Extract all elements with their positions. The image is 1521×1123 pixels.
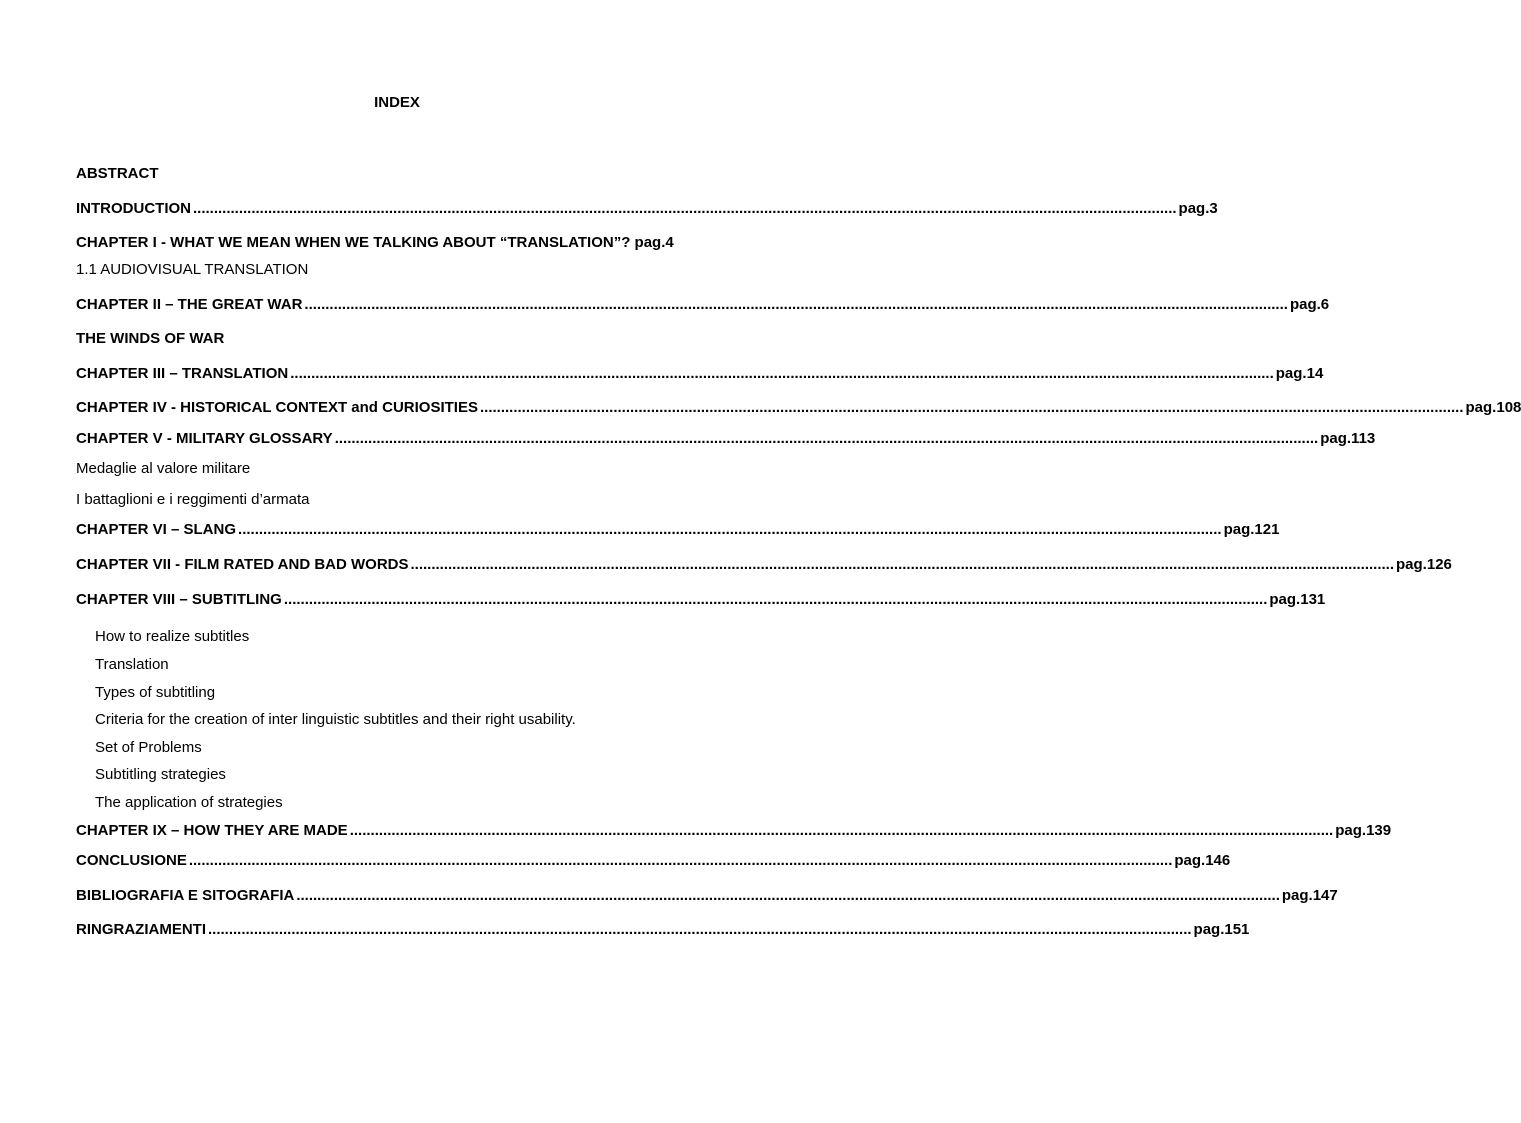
toc-page-number: pag.3 [1178,200,1218,217]
toc-chapter-2 [76,296,1330,314]
toc-sub-item: Subtitling strategies [95,766,226,783]
leader-dots: ............................................................................................................................................................................................................................................ [334,430,1319,447]
toc-chapter-6 [76,521,1280,539]
leader-dots: ............................................................................................................................................................................................................................................ [296,887,1280,904]
toc-chapter-3 [76,365,1324,383]
toc-page-number: pag.147 [1281,887,1338,904]
toc-sub-item: The application of strategies [95,794,283,811]
toc-chapter-9 [76,822,1392,840]
toc-chapter-1: CHAPTER I - WHAT WE MEAN WHEN WE TALKING ABOUT “TRANSLATION”? pag.4 [76,234,674,251]
toc-page-number: pag.113 [1320,430,1376,447]
toc-entry-title: CHAPTER II – THE GREAT WAR [76,296,303,313]
toc-page-number: pag.146 [1174,852,1231,869]
toc-page-number: pag.139 [1335,822,1392,839]
leader-dots: ............................................................................................................................................................................................................................................ [193,200,1177,217]
leader-dots: ............................................................................................................................................................................................................................................ [283,591,1268,608]
toc-entry-title: CHAPTER VI – SLANG [76,521,237,538]
toc-chapter-7 [76,556,1452,574]
toc-page-number: pag.108 [1465,399,1521,416]
toc-chapter-8 [76,591,1326,609]
toc-chapter-5 [76,430,1376,448]
page-title: INDEX [374,94,420,111]
toc-entry-title: CONCLUSIONE [76,852,187,869]
toc-entry-title: CHAPTER VII - FILM RATED AND BAD WORDS [76,556,409,573]
toc-page-number: pag.14 [1275,365,1324,382]
toc-entry-title: INTRODUCTION [76,200,191,217]
toc-page-number: pag.126 [1396,556,1452,573]
toc-page-number: pag.151 [1193,921,1250,938]
toc-sub-item: Types of subtitling [95,684,216,701]
toc-entry-title: RINGRAZIAMENTI [76,921,206,938]
toc-winds-of-war: THE WINDS OF WAR [76,330,225,347]
leader-dots: ............................................................................................................................................................................................................................................ [410,556,1395,573]
toc-entry-title: BIBLIOGRAFIA E SITOGRAFIA [76,887,295,904]
toc-page-number: pag.6 [1289,296,1330,313]
toc-entry-title: CHAPTER III – TRANSLATION [76,365,289,382]
toc-introduction [76,200,1218,218]
toc-page-number: pag.131 [1269,591,1326,608]
leader-dots: ............................................................................................................................................................................................................................................ [188,852,1173,869]
leader-dots: ............................................................................................................................................................................................................................................ [238,521,1222,538]
toc-conclusione [76,852,1231,870]
leader-dots: ............................................................................................................................................................................................................................................ [479,399,1464,416]
toc-entry-title: CHAPTER VIII – SUBTITLING [76,591,282,608]
toc-sub-item: Criteria for the creation of inter linguistic subtitles and their right usability. [95,711,576,728]
toc-entry-title: CHAPTER V - MILITARY GLOSSARY [76,430,333,447]
toc-ringraziamenti [76,921,1250,939]
toc-page-number: pag.121 [1223,521,1280,538]
leader-dots: ............................................................................................................................................................................................................................................ [208,921,1192,938]
leader-dots: ............................................................................................................................................................................................................................................ [304,296,1288,313]
toc-battaglioni: I battaglioni e i reggimenti d’armata [76,491,310,508]
toc-abstract: ABSTRACT [76,165,159,182]
toc-sub-item: How to realize subtitles [95,628,250,645]
leader-dots: ............................................................................................................................................................................................................................................ [290,365,1274,382]
toc-medaglie: Medaglie al valore militare [76,460,251,477]
toc-chapter-4 [76,399,1521,417]
toc-bibliografia [76,887,1338,905]
toc-section-audiovisual: 1.1 AUDIOVISUAL TRANSLATION [76,261,309,278]
toc-entry-title: CHAPTER IV - HISTORICAL CONTEXT and CURIOSITIES [76,399,478,416]
leader-dots: ............................................................................................................................................................................................................................................ [349,822,1334,839]
toc-sub-item: Translation [95,656,169,673]
toc-sub-item: Set of Problems [95,739,202,756]
toc-entry-title: CHAPTER IX – HOW THEY ARE MADE [76,822,348,839]
